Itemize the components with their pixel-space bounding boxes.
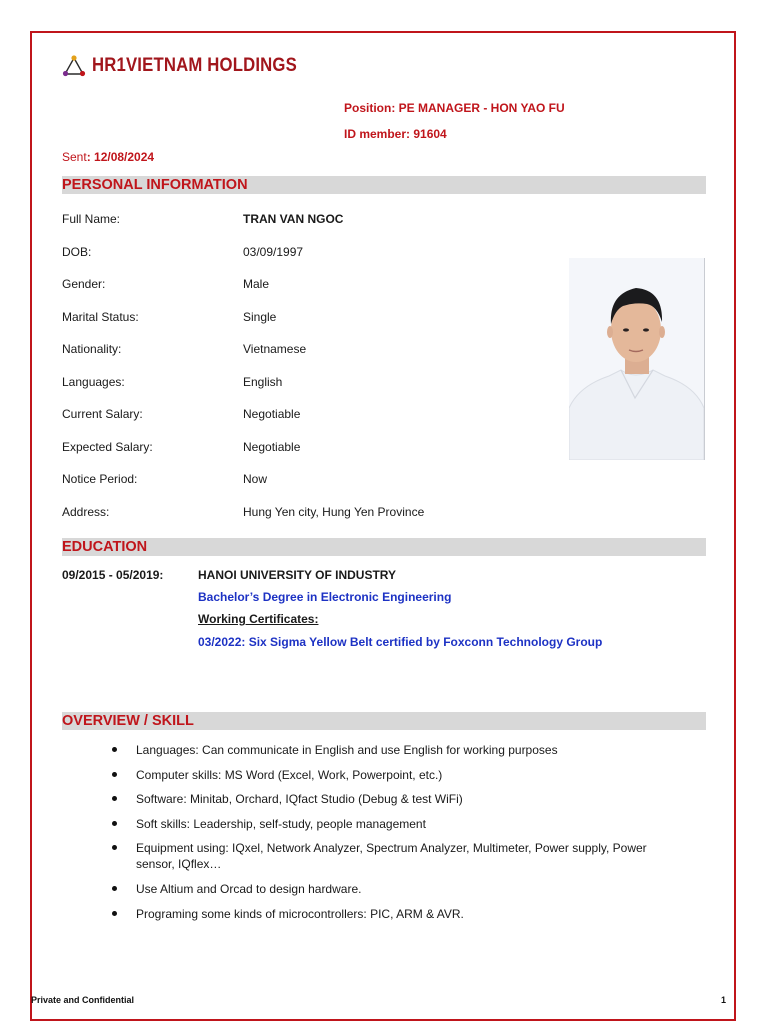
overview-section-title: OVERVIEW / SKILL [62, 713, 194, 729]
bullet-icon [112, 747, 117, 752]
sent-label: Sent [62, 150, 87, 164]
value-gender: Male [243, 277, 270, 291]
certificates-heading: Working Certificates: [198, 612, 319, 626]
personal-section-title: PERSONAL INFORMATION [62, 177, 248, 193]
value-notice-period: Now [243, 472, 268, 486]
company-name: HR1VIETNAM HOLDINGS [92, 55, 297, 76]
skills-list [108, 742, 688, 930]
value-languages: English [243, 375, 283, 389]
education-section-title: EDUCATION [62, 539, 148, 555]
label-notice-period: Notice Period: [62, 472, 138, 486]
bullet-icon [112, 911, 117, 916]
skill-text: Computer skills: MS Word (Excel, Work, Powerpoint, etc.) [136, 767, 443, 782]
education-degree: Bachelor’s Degree in Electronic Engineering [198, 590, 452, 604]
value-current-salary: Negotiable [243, 407, 301, 421]
sent-date [62, 150, 154, 164]
skill-text: Equipment using: IQxel, Network Analyzer, Spectrum Analyzer, Multimeter, Power supply, Power sensor, IQflex… [136, 841, 647, 872]
list-item [108, 791, 688, 807]
label-expected-salary: Expected Salary: [62, 440, 153, 454]
skill-text: Soft skills: Leadership, self-study, people management [136, 816, 426, 831]
label-languages: Languages: [62, 375, 125, 389]
label-current-salary: Current Salary: [62, 407, 143, 421]
label-dob: DOB: [62, 245, 92, 259]
skill-text: Use Altium and Orcad to design hardware. [136, 881, 362, 896]
value-marital-status: Single [243, 310, 277, 324]
list-item [108, 906, 688, 922]
education-section-bar [62, 538, 706, 556]
skill-text: Programing some kinds of microcontrollers: PIC, ARM & AVR. [136, 906, 464, 921]
list-item [108, 881, 688, 897]
candidate-photo [569, 258, 705, 460]
bullet-icon [112, 796, 117, 801]
bullet-icon [112, 772, 117, 777]
value-dob: 03/09/1997 [243, 245, 304, 259]
bullet-icon [112, 821, 117, 826]
bullet-icon [112, 886, 117, 891]
list-item [108, 742, 688, 758]
value-nationality: Vietnamese [243, 342, 307, 356]
company-logo [62, 54, 325, 78]
label-address: Address: [62, 505, 110, 519]
footer-confidential: Private and Confidential [31, 995, 135, 1005]
id-member-text: ID member: 91604 [344, 127, 447, 141]
sent-value: : 12/08/2024 [86, 150, 155, 164]
skill-text: Languages: Can communicate in English and use English for working purposes [136, 743, 558, 757]
list-item [108, 840, 688, 872]
logo-icon [62, 54, 86, 78]
label-gender: Gender: [62, 277, 106, 291]
label-full-name: Full Name: [62, 212, 121, 226]
portrait-image [569, 258, 704, 460]
page-number: 1 [721, 995, 727, 1005]
position-text: Position: PE MANAGER - HON YAO FU [344, 101, 565, 115]
label-nationality: Nationality: [62, 342, 122, 356]
education-school: HANOI UNIVERSITY OF INDUSTRY [198, 568, 397, 582]
list-item [108, 816, 688, 832]
education-period: 09/2015 - 05/2019: [62, 568, 164, 582]
value-expected-salary: Negotiable [243, 440, 301, 454]
certificate-item: 03/2022: Six Sigma Yellow Belt certified by Foxconn Technology Group [198, 635, 603, 649]
label-marital-status: Marital Status: [62, 310, 139, 324]
list-item [108, 767, 688, 783]
value-address: Hung Yen city, Hung Yen Province [243, 505, 425, 519]
bullet-icon [112, 845, 117, 850]
skill-text: Software: Minitab, Orchard, IQfact Studio (Debug & test WiFi) [136, 792, 463, 807]
value-full-name: TRAN VAN NGOC [243, 212, 344, 226]
